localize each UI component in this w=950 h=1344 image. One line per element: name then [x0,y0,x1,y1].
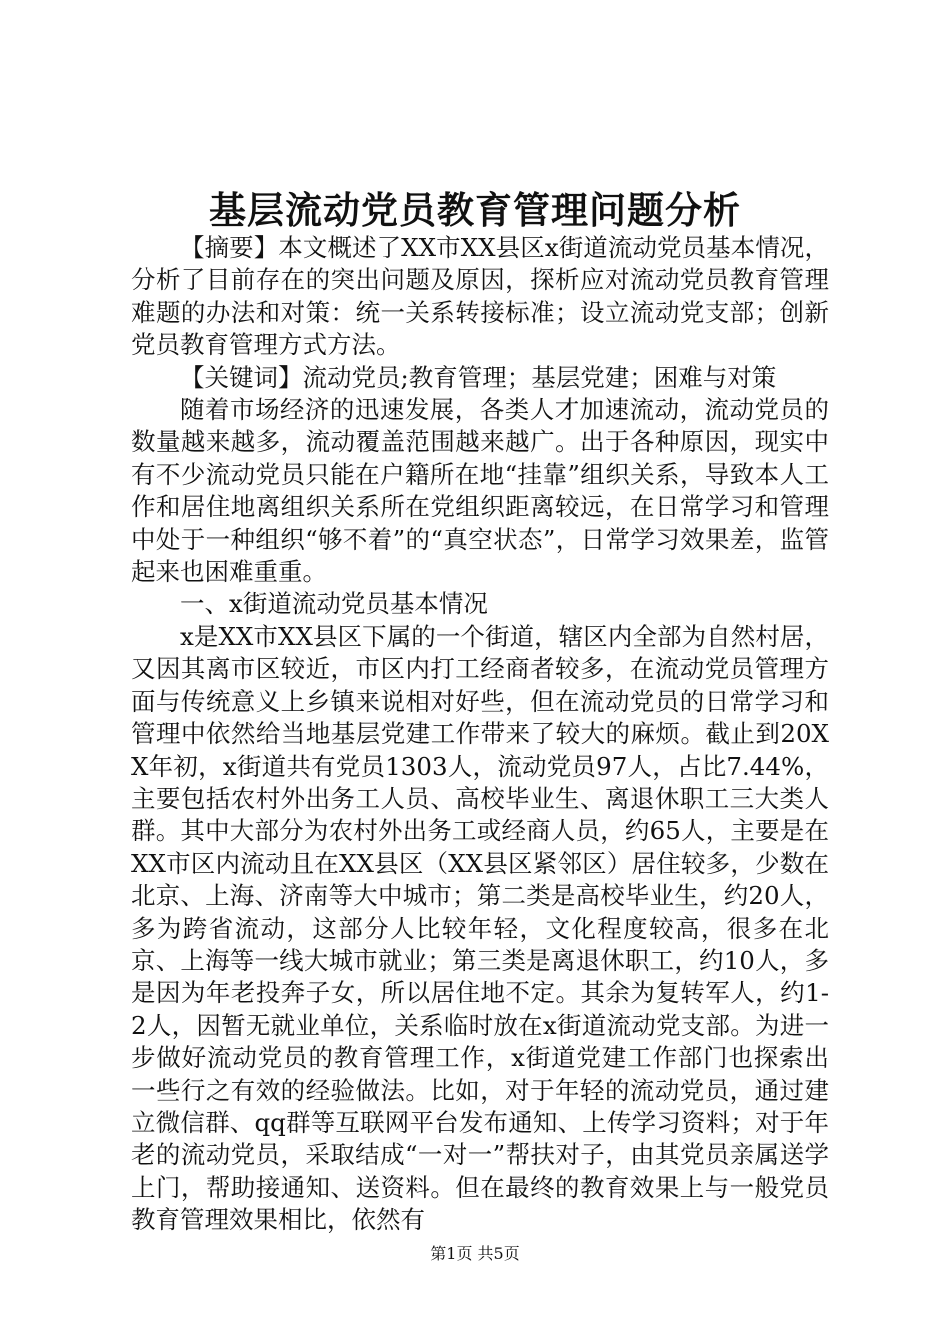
intro-paragraph: 随着市场经济的迅速发展，各类人才加速流动，流动党员的数量越来越多，流动覆盖范围越来越广。出于各种原因，现实中有不少流动党员只能在户籍所在地“挂靠”组织关系，导致本人工作和居住地离组织关系所在党组织距离较远，在日常学习和管理中处于一种组织“够不着”的“真空状态”，日常学习效果差，监管起来也困难重重。 [131,395,829,587]
document-title: 基层流动党员教育管理问题分析 [209,188,741,232]
document-body [131,232,829,1237]
section-heading: 一、x街道流动党员基本情况 [180,589,488,619]
abstract-paragraph: 【摘要】本文概述了XX市XX县区x街道流动党员基本情况，分析了目前存在的突出问题及原因，探析应对流动党员教育管理难题的办法和对策：统一关系转接标准；设立流动党支部；创新党员教育管理方式方法。 [131,233,829,360]
page-footer: 第1页 共5页 [430,1244,520,1263]
keywords-paragraph: 【关键词】流动党员;教育管理；基层党建；困难与对策 [180,362,777,392]
body-paragraph: x是XX市XX县区下属的一个街道，辖区内全部为自然村居，又因其离市区较近，市区内打工经商者较多，在流动党员管理方面与传统意义上乡镇来说相对好些，但在流动党员的日常学习和管理中依然给当地基层党建工作带来了较大的麻烦。截止到20XX年初，x街道共有党员1303人，流动党员97人，占比7.44%，主要包括农村外出务工人员、高校毕业生、离退休职工三大类人群。其中大部分为农村外出务工或经商人员，约65人，主要是在XX市区内流动且在XX县区（XX县区紧邻区）居住较多，少数在北京、上海、济南等大中城市；第二类是高校毕业生，约20人，多为跨省流动，这部分人比较年轻，文化程度较高，很多在北京、上海等一线大城市就业；第三类是离退休职工，约10人，多是因为年老投奔子女，所以居住地不定。其余为复转军人，约1-2人，因暂无就业单位，关系临时放在x街道流动党支部。为进一步做好流动党员的教育管理工作，x街道党建工作部门也探索出一些行之有效的经验做法。比如，对于年轻的流动党员，通过建立微信群、qq群等互联网平台发布通知、上传学习资料；对于年老的流动党员，采取结成“一对一”帮扶对子，由其党员亲属送学上门，帮助接通知、送资料。但在最终的教育效果上与一般党员教育管理效果相比，依然有 [131,621,829,1235]
